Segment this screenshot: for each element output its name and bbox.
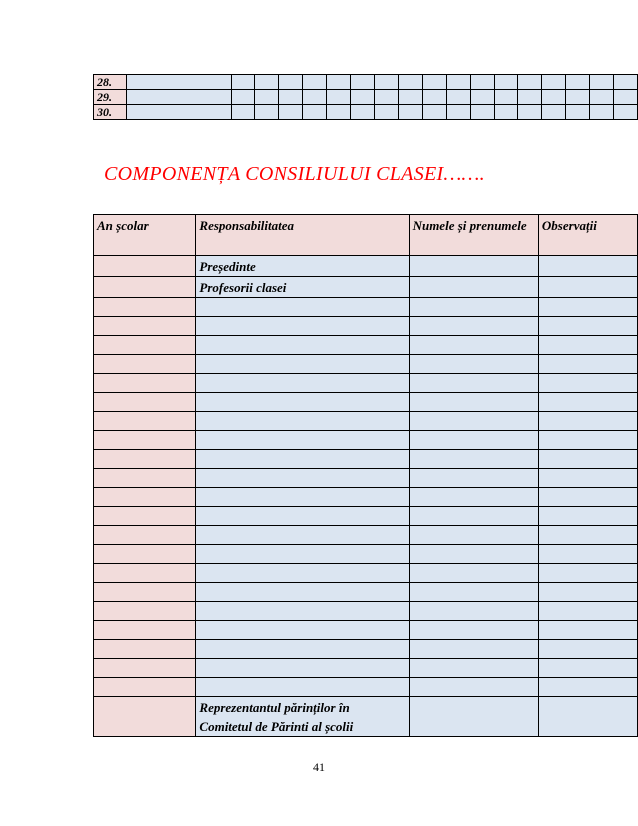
column-header-responsibility: Responsabilitatea xyxy=(196,215,409,256)
responsibility-cell xyxy=(196,602,409,621)
table-row xyxy=(94,298,638,317)
responsibility-cell xyxy=(196,469,409,488)
grid-cell xyxy=(518,105,542,120)
grid-cell xyxy=(303,75,327,90)
full-name-cell xyxy=(409,545,538,564)
observations-cell xyxy=(538,583,637,602)
full-name-cell xyxy=(409,431,538,450)
grid-cell xyxy=(518,75,542,90)
school-year-cell xyxy=(94,317,196,336)
grid-cell xyxy=(327,75,351,90)
school-year-cell xyxy=(94,298,196,317)
full-name-cell xyxy=(409,488,538,507)
grid-cell xyxy=(422,75,446,90)
observations-cell xyxy=(538,621,637,640)
observations-cell xyxy=(538,488,637,507)
grid-cell xyxy=(255,75,279,90)
row-number: 28. xyxy=(94,75,127,90)
table-row xyxy=(94,336,638,355)
table-row xyxy=(94,564,638,583)
student-name-cell xyxy=(127,105,231,120)
observations-cell xyxy=(538,640,637,659)
full-name-cell xyxy=(409,697,538,737)
school-year-cell xyxy=(94,564,196,583)
table-row xyxy=(94,355,638,374)
school-year-cell xyxy=(94,450,196,469)
observations-cell xyxy=(538,697,637,737)
observations-cell xyxy=(538,256,637,277)
column-header-observations: Observații xyxy=(538,215,637,256)
observations-cell xyxy=(538,450,637,469)
school-year-cell xyxy=(94,374,196,393)
grid-cell xyxy=(422,90,446,105)
responsibility-cell xyxy=(196,336,409,355)
school-year-cell xyxy=(94,545,196,564)
table-row xyxy=(94,469,638,488)
table-row xyxy=(94,105,638,120)
grid-cell xyxy=(231,105,255,120)
grid-cell xyxy=(303,90,327,105)
responsibility-cell xyxy=(196,583,409,602)
responsibility-cell xyxy=(196,545,409,564)
grid-cell xyxy=(351,105,375,120)
responsibility-cell xyxy=(196,678,409,697)
grid-cell xyxy=(255,105,279,120)
school-year-cell xyxy=(94,659,196,678)
responsibility-cell xyxy=(196,374,409,393)
grid-cell xyxy=(279,75,303,90)
grid-cell xyxy=(614,75,638,90)
responsibility-cell xyxy=(196,488,409,507)
table-row xyxy=(94,317,638,336)
observations-cell xyxy=(538,526,637,545)
full-name-cell xyxy=(409,393,538,412)
grid-cell xyxy=(470,75,494,90)
table-row xyxy=(94,412,638,431)
school-year-cell xyxy=(94,412,196,431)
grid-cell xyxy=(614,90,638,105)
school-year-cell xyxy=(94,256,196,277)
full-name-cell xyxy=(409,640,538,659)
table-row xyxy=(94,697,638,737)
row-number: 29. xyxy=(94,90,127,105)
observations-cell xyxy=(538,602,637,621)
observations-cell xyxy=(538,336,637,355)
table-row xyxy=(94,507,638,526)
table-row xyxy=(94,621,638,640)
grid-cell xyxy=(446,90,470,105)
responsibility-cell xyxy=(196,450,409,469)
responsibility-cell: Reprezentantul părinților în Comitetul de Părinti al școlii xyxy=(196,697,409,737)
table-row xyxy=(94,393,638,412)
responsibility-cell xyxy=(196,659,409,678)
grid-cell xyxy=(566,75,590,90)
responsibility-cell: Președinte xyxy=(196,256,409,277)
table-row xyxy=(94,90,638,105)
table-row xyxy=(94,583,638,602)
observations-cell xyxy=(538,355,637,374)
school-year-cell xyxy=(94,678,196,697)
grid-cell xyxy=(303,105,327,120)
observations-cell xyxy=(538,298,637,317)
table-row xyxy=(94,602,638,621)
grid-cell xyxy=(422,105,446,120)
table-row xyxy=(94,277,638,298)
full-name-cell xyxy=(409,659,538,678)
grid-cell xyxy=(279,90,303,105)
student-name-cell xyxy=(127,75,231,90)
table-row xyxy=(94,678,638,697)
grid-cell xyxy=(494,105,518,120)
full-name-cell xyxy=(409,336,538,355)
school-year-cell xyxy=(94,336,196,355)
table-row xyxy=(94,545,638,564)
observations-cell xyxy=(538,659,637,678)
full-name-cell xyxy=(409,469,538,488)
responsibility-cell xyxy=(196,564,409,583)
grid-cell xyxy=(398,75,422,90)
full-name-cell xyxy=(409,355,538,374)
grid-cell xyxy=(518,90,542,105)
school-year-cell xyxy=(94,602,196,621)
grid-cell xyxy=(374,90,398,105)
table-row xyxy=(94,374,638,393)
grid-cell xyxy=(494,90,518,105)
grid-cell xyxy=(542,105,566,120)
full-name-cell xyxy=(409,256,538,277)
responsibility-cell xyxy=(196,317,409,336)
grid-cell xyxy=(446,105,470,120)
grid-cell xyxy=(255,90,279,105)
responsibility-cell xyxy=(196,621,409,640)
responsibility-cell xyxy=(196,393,409,412)
table-row xyxy=(94,488,638,507)
full-name-cell xyxy=(409,621,538,640)
grid-cell xyxy=(279,105,303,120)
full-name-cell xyxy=(409,602,538,621)
table-row xyxy=(94,431,638,450)
page-number: 41 xyxy=(313,760,325,774)
observations-cell xyxy=(538,393,637,412)
grid-cell xyxy=(374,105,398,120)
observations-cell xyxy=(538,412,637,431)
full-name-cell xyxy=(409,450,538,469)
grid-cell xyxy=(566,105,590,120)
school-year-cell xyxy=(94,431,196,450)
responsibility-cell xyxy=(196,298,409,317)
school-year-cell xyxy=(94,640,196,659)
school-year-cell xyxy=(94,277,196,298)
attendance-table-fragment xyxy=(93,74,638,120)
school-year-cell xyxy=(94,393,196,412)
grid-cell xyxy=(590,90,614,105)
responsibility-cell xyxy=(196,412,409,431)
full-name-cell xyxy=(409,678,538,697)
table-row xyxy=(94,450,638,469)
school-year-cell xyxy=(94,526,196,545)
school-year-cell xyxy=(94,697,196,737)
grid-cell xyxy=(446,75,470,90)
observations-cell xyxy=(538,317,637,336)
full-name-cell xyxy=(409,412,538,431)
full-name-cell xyxy=(409,526,538,545)
full-name-cell xyxy=(409,277,538,298)
grid-cell xyxy=(327,105,351,120)
grid-cell xyxy=(590,105,614,120)
student-name-cell xyxy=(127,90,231,105)
grid-cell xyxy=(470,105,494,120)
grid-cell xyxy=(398,90,422,105)
responsibility-cell: Profesorii clasei xyxy=(196,277,409,298)
responsibility-cell xyxy=(196,355,409,374)
observations-cell xyxy=(538,507,637,526)
full-name-cell xyxy=(409,564,538,583)
class-council-table xyxy=(93,214,638,737)
responsibility-cell xyxy=(196,431,409,450)
grid-cell xyxy=(614,105,638,120)
school-year-cell xyxy=(94,469,196,488)
observations-cell xyxy=(538,564,637,583)
observations-cell xyxy=(538,277,637,298)
full-name-cell xyxy=(409,298,538,317)
observations-cell xyxy=(538,469,637,488)
table-row xyxy=(94,526,638,545)
grid-cell xyxy=(231,90,255,105)
school-year-cell xyxy=(94,488,196,507)
full-name-cell xyxy=(409,583,538,602)
grid-cell xyxy=(351,75,375,90)
column-header-school-year: An școlar xyxy=(94,215,196,256)
grid-cell xyxy=(374,75,398,90)
grid-cell xyxy=(566,90,590,105)
section-heading: COMPONENȚA CONSILIULUI CLASEI……. xyxy=(104,163,485,185)
school-year-cell xyxy=(94,355,196,374)
row-number: 30. xyxy=(94,105,127,120)
observations-cell xyxy=(538,374,637,393)
observations-cell xyxy=(538,678,637,697)
table-header-row xyxy=(94,215,638,256)
school-year-cell xyxy=(94,583,196,602)
grid-cell xyxy=(542,90,566,105)
full-name-cell xyxy=(409,317,538,336)
school-year-cell xyxy=(94,621,196,640)
grid-cell xyxy=(590,75,614,90)
full-name-cell xyxy=(409,374,538,393)
grid-cell xyxy=(231,75,255,90)
grid-cell xyxy=(398,105,422,120)
grid-cell xyxy=(327,90,351,105)
observations-cell xyxy=(538,431,637,450)
observations-cell xyxy=(538,545,637,564)
responsibility-cell xyxy=(196,640,409,659)
table-row xyxy=(94,659,638,678)
responsibility-cell xyxy=(196,526,409,545)
full-name-cell xyxy=(409,507,538,526)
grid-cell xyxy=(494,75,518,90)
table-row xyxy=(94,256,638,277)
grid-cell xyxy=(470,90,494,105)
responsibility-cell xyxy=(196,507,409,526)
school-year-cell xyxy=(94,507,196,526)
grid-cell xyxy=(542,75,566,90)
column-header-full-name: Numele și prenumele xyxy=(409,215,538,256)
table-row xyxy=(94,640,638,659)
grid-cell xyxy=(351,90,375,105)
table-row xyxy=(94,75,638,90)
